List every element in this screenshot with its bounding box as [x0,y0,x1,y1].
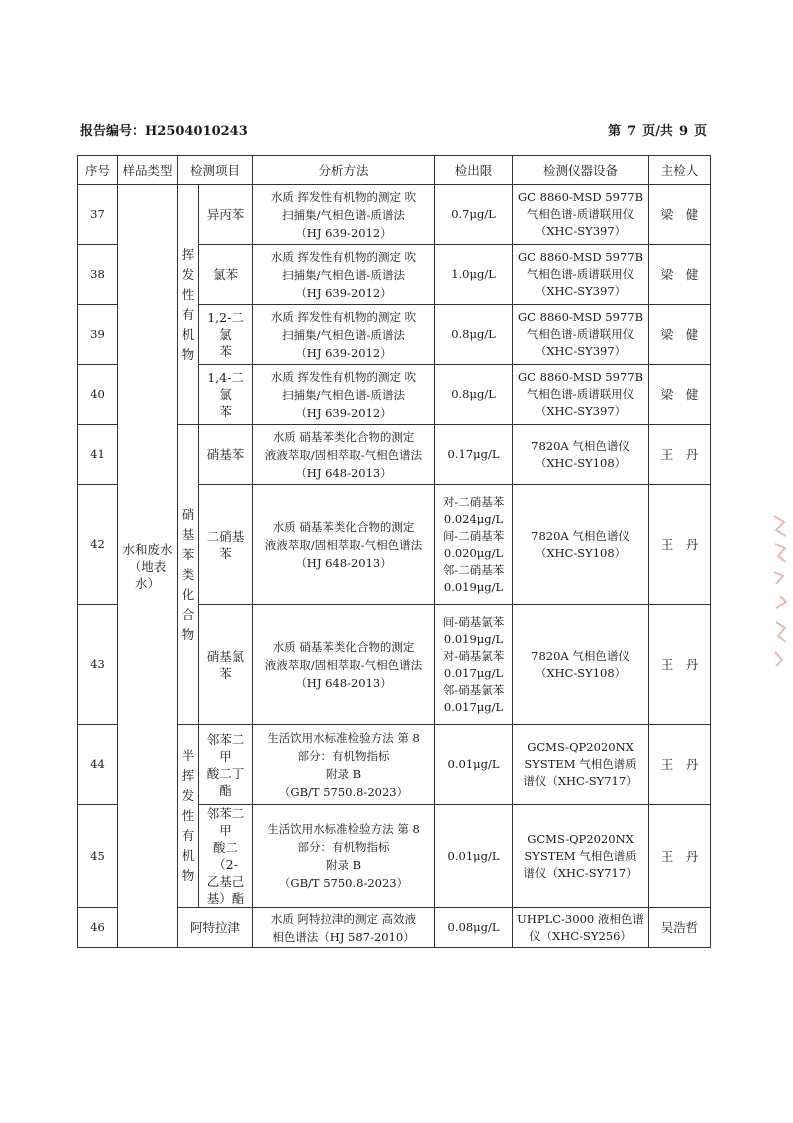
page-indicator [605,120,710,139]
method-line: （HJ 648-2013） [295,465,392,480]
test-item-line: 苯 [219,404,232,419]
table-row [78,185,711,245]
instrument-line: GC 8860-MSD 5977B [517,310,644,324]
method-line: 部分：有机物指标 [297,840,390,854]
report-header [80,120,710,142]
method-line: 水质 阿特拉津的测定 高效液 [270,911,417,926]
test-item-cell [199,185,253,245]
method-line: （HJ 639-2012） [295,225,392,240]
instrument-line: （XHC-SY397） [534,284,627,298]
limit-cell [435,908,513,948]
limit-cell [435,245,513,305]
method-cell [253,185,435,245]
method-line: 水质 挥发性有机物的测定 吹 [270,309,417,324]
limit-line: 间-二硝基苯 [442,528,505,543]
method-line: 部分：有机物指标 [297,748,390,763]
col-header: 主检人 [649,156,711,185]
group-char: 基 [181,526,195,542]
instrument-line: 气相色谱-质谱联用仪 [526,267,635,281]
group-char: 苯 [181,546,195,562]
method-cell [253,305,435,365]
test-item-cell [199,605,253,725]
method-line: （GB/T 5750.8-2023） [278,876,409,890]
inspector-cell: 梁 健 [649,305,711,365]
method-line: （HJ 648-2013） [295,675,392,690]
instrument-line: （XHC-SY397） [534,224,627,238]
group-char: 机 [181,848,195,863]
group-char: 机 [181,326,195,342]
row-number: 41 [78,425,118,485]
limit-line: 0.8μg/L [451,387,496,401]
page-mid: 页/共 [642,124,673,139]
test-item-line: 乙基己 [206,874,245,889]
inspector-cell: 王 丹 [649,485,711,605]
test-item-line: 邻苯二甲 [206,731,245,764]
col-header: 检测仪器设备 [513,156,649,185]
instrument-line: GC 8860-MSD 5977B [517,190,644,204]
report-number [80,120,248,139]
group-semivolatile-cell [178,725,199,908]
test-item-line: 酸二（2- [213,840,239,872]
method-cell [253,245,435,305]
sample-type-cell [118,185,178,948]
limit-line: 0.017μg/L [443,699,504,714]
method-cell [253,425,435,485]
limit-line: 0.17μg/L [447,447,500,461]
limit-line: 0.017μg/L [443,665,504,680]
limit-line: 0.019μg/L [443,631,504,646]
instrument-line: 气相色谱-质谱联用仪 [526,327,635,341]
instrument-line: GC 8860-MSD 5977B [517,250,644,264]
method-line: 扫捕集/气相色谱-质谱法 [282,267,405,282]
instrument-line: （XHC-SY108） [534,545,627,560]
group-char: 发 [181,788,195,803]
instrument-line: （XHC-SY108） [534,665,627,680]
test-item-line: 1,2-二氯 [207,310,244,342]
group-nitro-cell [178,425,199,725]
group-char: 性 [181,286,195,302]
method-line: 扫捕集/气相色谱-质谱法 [282,207,405,222]
sample-type-line: （地表水） [128,558,167,591]
test-item-cell [199,805,253,908]
method-line: 附录 B [325,766,362,781]
method-line: （HJ 639-2012） [295,405,392,420]
test-item-line: 异丙苯 [206,207,245,222]
method-cell [253,485,435,605]
red-seal-stamp [770,510,793,670]
inspector-cell: 梁 健 [649,185,711,245]
row-number: 44 [78,725,118,805]
test-item-cell [199,305,253,365]
report-number-value: H2504010243 [145,124,248,139]
instrument-line: 气相色谱-质谱联用仪 [526,207,635,221]
method-line: 生活饮用水标准检验方法 第 8 [267,822,420,836]
inspector-cell: 吴浩哲 [649,908,711,948]
instrument-line: GC 8860-MSD 5977B [517,370,644,384]
method-line: 扫捕集/气相色谱-质谱法 [282,327,405,342]
method-line: 液液萃取/固相萃取-气相色谱法 [264,447,423,462]
limit-cell [435,725,513,805]
inspector-cell: 梁 健 [649,365,711,425]
method-line: （HJ 648-2013） [295,555,392,570]
method-cell [253,365,435,425]
test-item-line: 邻苯二甲 [206,806,245,838]
method-line: 附录 B [325,858,362,872]
limit-line: 对-二硝基苯 [442,494,505,509]
method-line: （GB/T 5750.8-2023） [278,784,409,799]
instrument-line: SYSTEM 气相色谱质 [524,848,637,863]
test-item-line: 氯苯 [213,267,239,282]
group-char: 有 [181,306,195,322]
test-item-cell [199,725,253,805]
method-line: （HJ 639-2012） [295,345,392,360]
method-line: 扫捕集/气相色谱-质谱法 [282,387,405,402]
group-char: 挥 [181,768,195,783]
group-char: 物 [181,346,195,362]
method-cell [253,908,435,948]
method-line: 水质 硝基苯类化合物的测定 [272,519,415,534]
inspector-cell: 王 丹 [649,805,711,908]
inspector-cell: 王 丹 [649,425,711,485]
method-line: 相色谱法（HJ 587-2010） [272,929,415,944]
limit-line: 0.01μg/L [447,757,500,771]
instrument-cell [513,725,649,805]
instrument-line: SYSTEM 气相色谱质 [524,757,637,771]
instrument-cell [513,908,649,948]
col-header: 样品类型 [118,156,178,185]
instrument-line: 7820A 气相色谱仪 [531,438,630,453]
instrument-cell [513,365,649,425]
limit-line: 邻-硝基氯苯 [442,682,505,697]
limit-line: 0.8μg/L [451,327,496,341]
group-char: 挥 [181,246,195,262]
instrument-cell [513,185,649,245]
limit-cell [435,365,513,425]
limit-line: 1.0μg/L [451,267,496,281]
row-number: 42 [78,485,118,605]
limit-cell [435,805,513,908]
test-item-cell [199,245,253,305]
group-char: 硝 [181,506,195,522]
instrument-line: （XHC-SY108） [534,455,627,470]
test-item-line: 基）酯 [206,891,245,906]
limit-line: 间-硝基氯苯 [442,614,505,629]
test-item-line: 酸二丁酯 [206,765,245,798]
group-char: 物 [181,626,195,642]
row-number: 37 [78,185,118,245]
limit-cell [435,485,513,605]
test-item-line: 硝基苯 [206,447,245,462]
test-item-cell [199,425,253,485]
group-char: 半 [181,748,195,763]
group-char: 化 [181,586,195,602]
inspector-cell: 王 丹 [649,725,711,805]
group-char: 合 [181,606,195,622]
method-line: 水质 挥发性有机物的测定 吹 [270,189,417,204]
limit-line: 0.08μg/L [447,920,500,934]
group-volatile-cell [178,185,199,425]
row-number: 46 [78,908,118,948]
instrument-line: 7820A 气相色谱仪 [531,648,630,663]
method-line: 水质 硝基苯类化合物的测定 [272,639,415,654]
limit-line: 对-硝基氯苯 [442,648,505,663]
limit-cell [435,185,513,245]
method-line: 生活饮用水标准检验方法 第 8 [267,730,420,745]
instrument-cell [513,605,649,725]
test-item-line: 硝基氯苯 [206,648,245,681]
method-line: 液液萃取/固相萃取-气相色谱法 [264,537,423,552]
instrument-line: GCMS-QP2020NX [527,740,634,754]
limit-cell [435,605,513,725]
instrument-cell [513,305,649,365]
limit-line: 0.020μg/L [443,545,504,560]
sample-type-line: 水和废水 [122,541,173,557]
col-header: 检出限 [435,156,513,185]
instrument-cell [513,805,649,908]
col-header: 检测项目 [178,156,253,185]
results-table [77,155,711,948]
instrument-line: GCMS-QP2020NX [527,831,634,846]
row-number: 39 [78,305,118,365]
method-line: 水质 硝基苯类化合物的测定 [272,429,415,444]
instrument-line: 谱仪（XHC-SY717） [523,774,638,788]
group-char: 性 [181,808,195,823]
header-row [78,156,711,185]
instrument-line: （XHC-SY397） [534,344,627,358]
test-item-line: 阿特拉津 [190,920,241,935]
group-char: 物 [181,868,195,883]
col-header: 序号 [78,156,118,185]
instrument-cell [513,425,649,485]
instrument-line: 谱仪（XHC-SY717） [523,865,638,880]
instrument-line: UHPLC-3000 液相色谱 [517,911,644,926]
test-item-line: 1,4-二氯 [207,370,244,402]
method-cell [253,605,435,725]
inspector-cell: 王 丹 [649,605,711,725]
limit-line: 0.01μg/L [447,848,500,863]
page-current: 7 [627,124,637,139]
limit-cell [435,425,513,485]
test-item-line: 苯 [219,344,232,359]
instrument-line: 7820A 气相色谱仪 [531,528,630,543]
instrument-cell [513,245,649,305]
page-suffix: 页 [693,124,707,139]
inspector-cell: 梁 健 [649,245,711,305]
row-number: 45 [78,805,118,908]
row-number: 38 [78,245,118,305]
method-cell [253,725,435,805]
limit-line: 0.7μg/L [451,207,496,221]
method-line: 水质 挥发性有机物的测定 吹 [270,249,417,264]
limit-cell [435,305,513,365]
method-line: （HJ 639-2012） [295,285,392,300]
row-number: 40 [78,365,118,425]
method-line: 水质 挥发性有机物的测定 吹 [270,369,417,384]
page-prefix: 第 [608,124,622,139]
limit-line: 邻-二硝基苯 [442,562,505,577]
method-cell [253,805,435,908]
test-item-cell [199,365,253,425]
group-char: 有 [181,828,195,843]
group-char: 类 [181,566,195,582]
group-char: 发 [181,266,195,282]
test-item-cell [199,485,253,605]
instrument-cell [513,485,649,605]
report-number-label: 报告编号： [80,124,146,139]
test-item-cell [178,908,253,948]
row-number: 43 [78,605,118,725]
limit-line: 0.019μg/L [443,579,504,594]
instrument-line: 气相色谱-质谱联用仪 [526,387,635,401]
page-total: 9 [678,124,688,139]
col-header: 分析方法 [253,156,435,185]
limit-line: 0.024μg/L [443,511,504,526]
test-item-line: 二硝基苯 [206,528,245,561]
method-line: 液液萃取/固相萃取-气相色谱法 [264,657,423,672]
instrument-line: 仪（XHC-SY256） [529,928,632,943]
instrument-line: （XHC-SY397） [534,404,627,418]
